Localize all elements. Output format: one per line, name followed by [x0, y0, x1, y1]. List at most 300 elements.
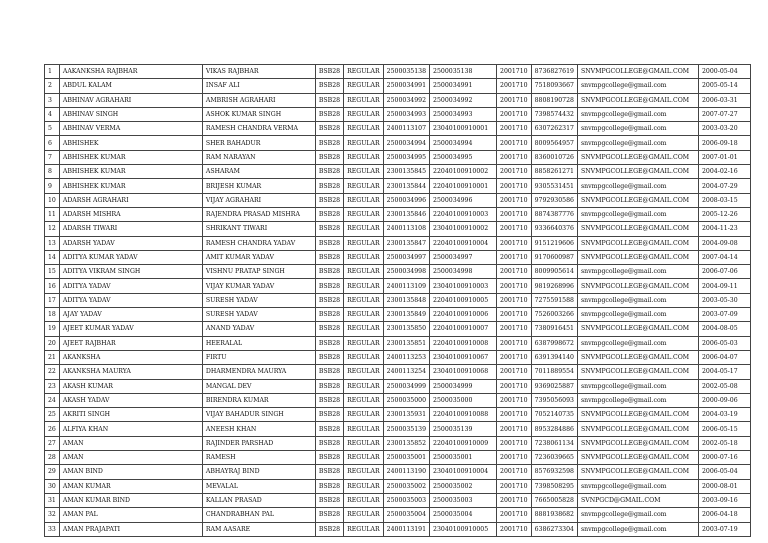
cell-roll-no: 2300135844: [383, 179, 429, 193]
table-row: [45, 308, 751, 322]
cell-sno: 22: [45, 365, 60, 379]
table-row: [45, 493, 751, 507]
cell-student-name: AMAN PAL: [59, 508, 202, 522]
cell-mobile: 8881938682: [531, 508, 577, 522]
cell-student-name: ADARSH AGRAHARI: [59, 193, 202, 207]
cell-category: REGULAR: [344, 165, 384, 179]
cell-roll-no: 2500034999: [383, 379, 429, 393]
cell-course: BSB28: [315, 79, 343, 93]
cell-roll-no: 2500034991: [383, 79, 429, 93]
cell-mobile: 7526003266: [531, 308, 577, 322]
table-row: [45, 451, 751, 465]
cell-category: REGULAR: [344, 365, 384, 379]
cell-course: BSB28: [315, 122, 343, 136]
cell-dob: 2004-05-17: [698, 365, 750, 379]
cell-student-name: AKANKSHA MAURYA: [59, 365, 202, 379]
cell-student-name: AMAN: [59, 436, 202, 450]
cell-category: REGULAR: [344, 308, 384, 322]
cell-dob: 2004-03-19: [698, 408, 750, 422]
cell-roll-no: 2500035138: [383, 65, 429, 79]
cell-father-name: INSAF ALI: [202, 79, 315, 93]
cell-college-code: 2001710: [497, 222, 532, 236]
cell-dob: 2002-05-08: [698, 379, 750, 393]
cell-email: snvmpgcollege@gmail.com: [577, 136, 698, 150]
cell-course: BSB28: [315, 308, 343, 322]
cell-father-name: SHRIKANT TIWARI: [202, 222, 315, 236]
cell-sno: 23: [45, 379, 60, 393]
cell-roll-no: 2500034995: [383, 150, 429, 164]
cell-student-name: ABHISHEK: [59, 136, 202, 150]
cell-enrollment-no: 2500034991: [430, 79, 497, 93]
cell-course: BSB28: [315, 451, 343, 465]
cell-email: SNVMPGCOLLEGE@GMAIL.COM: [577, 150, 698, 164]
cell-mobile: 9369025887: [531, 379, 577, 393]
cell-enrollment-no: 23040100910001: [430, 122, 497, 136]
table-row: [45, 393, 751, 407]
cell-dob: 2004-09-11: [698, 279, 750, 293]
cell-father-name: RAM NARAYAN: [202, 150, 315, 164]
cell-enrollment-no: 2500034993: [430, 107, 497, 121]
cell-category: REGULAR: [344, 293, 384, 307]
cell-email: snvmpgcollege@gmail.com: [577, 522, 698, 536]
cell-course: BSB28: [315, 436, 343, 450]
cell-roll-no: 2300135851: [383, 336, 429, 350]
cell-course: BSB28: [315, 322, 343, 336]
cell-mobile: 8009905614: [531, 265, 577, 279]
cell-mobile: 7236039665: [531, 451, 577, 465]
cell-mobile: 8009564957: [531, 136, 577, 150]
cell-father-name: KALLAN PRASAD: [202, 493, 315, 507]
cell-college-code: 2001710: [497, 522, 532, 536]
cell-student-name: AMAN KUMAR BIND: [59, 493, 202, 507]
cell-college-code: 2001710: [497, 93, 532, 107]
cell-roll-no: 2300135849: [383, 308, 429, 322]
cell-category: REGULAR: [344, 79, 384, 93]
cell-enrollment-no: 22040100910005: [430, 293, 497, 307]
cell-email: snvmpgcollege@gmail.com: [577, 308, 698, 322]
cell-enrollment-no: 22040100910003: [430, 207, 497, 221]
cell-college-code: 2001710: [497, 65, 532, 79]
cell-email: SNVMPGCOLLEGE@GMAIL.COM: [577, 193, 698, 207]
cell-roll-no: 2500035002: [383, 479, 429, 493]
cell-father-name: DHARMENDRA MAURYA: [202, 365, 315, 379]
cell-email: snvmpgcollege@gmail.com: [577, 179, 698, 193]
cell-father-name: SURESH YADAV: [202, 293, 315, 307]
cell-course: BSB28: [315, 493, 343, 507]
cell-dob: 2007-01-01: [698, 150, 750, 164]
cell-college-code: 2001710: [497, 165, 532, 179]
cell-roll-no: 2500034998: [383, 265, 429, 279]
cell-email: SNVMPGCOLLEGE@GMAIL.COM: [577, 250, 698, 264]
cell-student-name: AJEET KUMAR YADAV: [59, 322, 202, 336]
cell-email: SNVMPGCOLLEGE@GMAIL.COM: [577, 436, 698, 450]
cell-student-name: AKANKSHA: [59, 350, 202, 364]
cell-email: snvmpgcollege@gmail.com: [577, 379, 698, 393]
cell-roll-no: 2300135847: [383, 236, 429, 250]
cell-email: snvmpgcollege@gmail.com: [577, 122, 698, 136]
cell-sno: 1: [45, 65, 60, 79]
cell-father-name: RAMESH CHANDRA YADAV: [202, 236, 315, 250]
cell-father-name: ANEESH KHAN: [202, 422, 315, 436]
cell-course: BSB28: [315, 336, 343, 350]
cell-student-name: AKASH KUMAR: [59, 379, 202, 393]
cell-student-name: ADITYA YADAV: [59, 279, 202, 293]
cell-enrollment-no: 23040100910004: [430, 465, 497, 479]
cell-email: snvmpgcollege@gmail.com: [577, 508, 698, 522]
cell-enrollment-no: 2500035139: [430, 422, 497, 436]
cell-category: REGULAR: [344, 393, 384, 407]
cell-mobile: 7275591588: [531, 293, 577, 307]
cell-college-code: 2001710: [497, 79, 532, 93]
student-table: [44, 64, 751, 537]
cell-email: snvmpgcollege@gmail.com: [577, 107, 698, 121]
cell-enrollment-no: 23040100910003: [430, 279, 497, 293]
cell-father-name: AMIT KUMAR YADAV: [202, 250, 315, 264]
cell-dob: 2004-02-16: [698, 165, 750, 179]
cell-dob: 2004-07-29: [698, 179, 750, 193]
cell-enrollment-no: 2500034995: [430, 150, 497, 164]
cell-sno: 6: [45, 136, 60, 150]
table-row: [45, 293, 751, 307]
cell-student-name: AKRITI SINGH: [59, 408, 202, 422]
cell-enrollment-no: 2500034992: [430, 93, 497, 107]
cell-dob: 2006-04-07: [698, 350, 750, 364]
cell-father-name: RAMESH CHANDRA VERMA: [202, 122, 315, 136]
cell-mobile: 8874387776: [531, 207, 577, 221]
cell-college-code: 2001710: [497, 336, 532, 350]
cell-mobile: 8736827619: [531, 65, 577, 79]
table-row: [45, 279, 751, 293]
cell-mobile: 6387998672: [531, 336, 577, 350]
cell-mobile: 8953284886: [531, 422, 577, 436]
cell-college-code: 2001710: [497, 207, 532, 221]
cell-category: REGULAR: [344, 465, 384, 479]
cell-father-name: BIRENDRA KUMAR: [202, 393, 315, 407]
cell-enrollment-no: 23040100910005: [430, 522, 497, 536]
cell-roll-no: 2500034997: [383, 250, 429, 264]
cell-enrollment-no: 2500035138: [430, 65, 497, 79]
cell-college-code: 2001710: [497, 479, 532, 493]
cell-student-name: ABHISHEK KUMAR: [59, 150, 202, 164]
cell-mobile: 8808190728: [531, 93, 577, 107]
cell-sno: 19: [45, 322, 60, 336]
table-row: [45, 122, 751, 136]
cell-college-code: 2001710: [497, 322, 532, 336]
cell-enrollment-no: 22040100910006: [430, 308, 497, 322]
cell-college-code: 2001710: [497, 150, 532, 164]
cell-sno: 18: [45, 308, 60, 322]
cell-course: BSB28: [315, 479, 343, 493]
cell-sno: 5: [45, 122, 60, 136]
cell-mobile: 9170600987: [531, 250, 577, 264]
cell-dob: 2000-05-04: [698, 65, 750, 79]
cell-college-code: 2001710: [497, 365, 532, 379]
table-row: [45, 193, 751, 207]
cell-mobile: 8858261271: [531, 165, 577, 179]
cell-enrollment-no: 22040100910008: [430, 336, 497, 350]
cell-category: REGULAR: [344, 350, 384, 364]
cell-course: BSB28: [315, 165, 343, 179]
cell-student-name: ABHINAV AGRAHARI: [59, 93, 202, 107]
cell-enrollment-no: 23040100910068: [430, 365, 497, 379]
cell-dob: 2005-05-14: [698, 79, 750, 93]
cell-roll-no: 2500035004: [383, 508, 429, 522]
cell-email: snvmpgcollege@gmail.com: [577, 265, 698, 279]
cell-category: REGULAR: [344, 451, 384, 465]
cell-enrollment-no: 23040100910002: [430, 222, 497, 236]
cell-sno: 27: [45, 436, 60, 450]
cell-father-name: MEVALAL: [202, 479, 315, 493]
cell-dob: 2006-03-31: [698, 93, 750, 107]
cell-sno: 20: [45, 336, 60, 350]
cell-email: SNVMPGCOLLEGE@GMAIL.COM: [577, 279, 698, 293]
cell-father-name: RAM AASARE: [202, 522, 315, 536]
cell-college-code: 2001710: [497, 122, 532, 136]
cell-student-name: AAKANKSHA RAJBHAR: [59, 65, 202, 79]
table-row: [45, 350, 751, 364]
table-row: [45, 79, 751, 93]
cell-course: BSB28: [315, 65, 343, 79]
cell-college-code: 2001710: [497, 422, 532, 436]
cell-course: BSB28: [315, 465, 343, 479]
cell-category: REGULAR: [344, 265, 384, 279]
cell-course: BSB28: [315, 350, 343, 364]
cell-college-code: 2001710: [497, 379, 532, 393]
cell-course: BSB28: [315, 522, 343, 536]
cell-email: SNVMPGCOLLEGE@GMAIL.COM: [577, 93, 698, 107]
cell-roll-no: 2300135845: [383, 165, 429, 179]
cell-mobile: 7238061134: [531, 436, 577, 450]
cell-email: SVNPGCD@GMAIL.COM: [577, 493, 698, 507]
cell-father-name: MANGAL DEV: [202, 379, 315, 393]
table-row: [45, 379, 751, 393]
cell-sno: 11: [45, 207, 60, 221]
cell-college-code: 2001710: [497, 265, 532, 279]
cell-mobile: 6307262317: [531, 122, 577, 136]
cell-course: BSB28: [315, 393, 343, 407]
cell-roll-no: 2500035139: [383, 422, 429, 436]
cell-college-code: 2001710: [497, 465, 532, 479]
cell-email: SNVMPGCOLLEGE@GMAIL.COM: [577, 350, 698, 364]
cell-roll-no: 2400113109: [383, 279, 429, 293]
cell-dob: 2003-05-30: [698, 293, 750, 307]
cell-sno: 9: [45, 179, 60, 193]
cell-dob: 2003-03-20: [698, 122, 750, 136]
cell-enrollment-no: 2500034994: [430, 136, 497, 150]
cell-sno: 7: [45, 150, 60, 164]
cell-sno: 33: [45, 522, 60, 536]
cell-sno: 25: [45, 408, 60, 422]
cell-roll-no: 2500034993: [383, 107, 429, 121]
table-row: [45, 165, 751, 179]
cell-father-name: VIJAY KUMAR YADAV: [202, 279, 315, 293]
cell-student-name: AMAN BIND: [59, 465, 202, 479]
cell-mobile: 6386273304: [531, 522, 577, 536]
cell-student-name: ADITYA VIKRAM SINGH: [59, 265, 202, 279]
table-row: [45, 65, 751, 79]
table-row: [45, 150, 751, 164]
cell-roll-no: 2300135846: [383, 207, 429, 221]
cell-enrollment-no: 22040100910009: [430, 436, 497, 450]
cell-mobile: 8576932598: [531, 465, 577, 479]
cell-course: BSB28: [315, 365, 343, 379]
cell-roll-no: 2500035000: [383, 393, 429, 407]
cell-category: REGULAR: [344, 422, 384, 436]
cell-mobile: 9792930586: [531, 193, 577, 207]
cell-dob: 2004-09-08: [698, 236, 750, 250]
cell-father-name: RAJINDER PARSHAD: [202, 436, 315, 450]
cell-college-code: 2001710: [497, 236, 532, 250]
cell-sno: 30: [45, 479, 60, 493]
cell-category: REGULAR: [344, 250, 384, 264]
cell-dob: 2008-03-15: [698, 193, 750, 207]
cell-category: REGULAR: [344, 107, 384, 121]
cell-category: REGULAR: [344, 379, 384, 393]
cell-category: REGULAR: [344, 207, 384, 221]
cell-enrollment-no: 2500035001: [430, 451, 497, 465]
student-list-sheet: [44, 64, 751, 537]
cell-father-name: AMBRISH AGRAHARI: [202, 93, 315, 107]
cell-dob: 2000-08-01: [698, 479, 750, 493]
cell-student-name: AKASH YADAV: [59, 393, 202, 407]
cell-course: BSB28: [315, 93, 343, 107]
table-row: [45, 522, 751, 536]
cell-email: SNVMPGCOLLEGE@GMAIL.COM: [577, 451, 698, 465]
cell-sno: 4: [45, 107, 60, 121]
cell-course: BSB28: [315, 222, 343, 236]
cell-roll-no: 2400113107: [383, 122, 429, 136]
cell-enrollment-no: 22040100910007: [430, 322, 497, 336]
cell-dob: 2002-05-18: [698, 436, 750, 450]
cell-mobile: 9819268996: [531, 279, 577, 293]
cell-roll-no: 2400113191: [383, 522, 429, 536]
table-row: [45, 236, 751, 250]
cell-email: snvmpgcollege@gmail.com: [577, 79, 698, 93]
cell-enrollment-no: 22040100910002: [430, 165, 497, 179]
cell-email: SNVMPGCOLLEGE@GMAIL.COM: [577, 365, 698, 379]
cell-category: REGULAR: [344, 436, 384, 450]
cell-course: BSB28: [315, 422, 343, 436]
cell-category: REGULAR: [344, 336, 384, 350]
cell-roll-no: 2500035003: [383, 493, 429, 507]
cell-father-name: VIJAY BAHADUR SINGH: [202, 408, 315, 422]
cell-dob: 2005-12-26: [698, 207, 750, 221]
cell-course: BSB28: [315, 136, 343, 150]
cell-category: REGULAR: [344, 236, 384, 250]
table-row: [45, 436, 751, 450]
cell-college-code: 2001710: [497, 436, 532, 450]
cell-category: REGULAR: [344, 322, 384, 336]
cell-mobile: 7011889554: [531, 365, 577, 379]
cell-dob: 2003-09-16: [698, 493, 750, 507]
cell-mobile: 9305531451: [531, 179, 577, 193]
cell-student-name: AMAN PRAJAPATI: [59, 522, 202, 536]
cell-mobile: 7398574432: [531, 107, 577, 121]
cell-roll-no: 2400113108: [383, 222, 429, 236]
cell-father-name: RAJENDRA PRASAD MISHRA: [202, 207, 315, 221]
cell-student-name: AMAN KUMAR: [59, 479, 202, 493]
cell-roll-no: 2400113253: [383, 350, 429, 364]
table-row: [45, 465, 751, 479]
cell-roll-no: 2400113190: [383, 465, 429, 479]
cell-sno: 21: [45, 350, 60, 364]
table-row: [45, 508, 751, 522]
cell-father-name: SHER BAHADUR: [202, 136, 315, 150]
cell-sno: 3: [45, 93, 60, 107]
cell-category: REGULAR: [344, 508, 384, 522]
cell-student-name: AMAN: [59, 451, 202, 465]
cell-sno: 13: [45, 236, 60, 250]
table-row: [45, 136, 751, 150]
cell-student-name: AJEET RAJBHAR: [59, 336, 202, 350]
cell-sno: 24: [45, 393, 60, 407]
cell-dob: 2003-07-19: [698, 522, 750, 536]
cell-sno: 8: [45, 165, 60, 179]
table-row: [45, 107, 751, 121]
table-row: [45, 322, 751, 336]
cell-student-name: ADARSH YADAV: [59, 236, 202, 250]
cell-mobile: 7665005828: [531, 493, 577, 507]
table-row: [45, 93, 751, 107]
cell-enrollment-no: 2500035002: [430, 479, 497, 493]
table-row: [45, 265, 751, 279]
cell-email: SNVMPGCOLLEGE@GMAIL.COM: [577, 422, 698, 436]
cell-course: BSB28: [315, 279, 343, 293]
cell-dob: 2000-07-16: [698, 451, 750, 465]
cell-father-name: ABHAYRAJ BIND: [202, 465, 315, 479]
cell-dob: 2000-09-06: [698, 393, 750, 407]
cell-college-code: 2001710: [497, 308, 532, 322]
cell-course: BSB28: [315, 250, 343, 264]
cell-category: REGULAR: [344, 222, 384, 236]
cell-dob: 2004-08-05: [698, 322, 750, 336]
cell-mobile: 7395056093: [531, 393, 577, 407]
cell-roll-no: 2300135850: [383, 322, 429, 336]
cell-student-name: ABDUL KALAM: [59, 79, 202, 93]
cell-sno: 32: [45, 508, 60, 522]
cell-course: BSB28: [315, 379, 343, 393]
cell-father-name: VISHNU PRATAP SINGH: [202, 265, 315, 279]
cell-roll-no: 2500035001: [383, 451, 429, 465]
cell-mobile: 7398508295: [531, 479, 577, 493]
cell-category: REGULAR: [344, 136, 384, 150]
table-row: [45, 336, 751, 350]
cell-course: BSB28: [315, 265, 343, 279]
cell-dob: 2006-04-18: [698, 508, 750, 522]
cell-enrollment-no: 2500035003: [430, 493, 497, 507]
cell-sno: 10: [45, 193, 60, 207]
cell-college-code: 2001710: [497, 136, 532, 150]
cell-enrollment-no: 2500035000: [430, 393, 497, 407]
cell-category: REGULAR: [344, 179, 384, 193]
table-row: [45, 422, 751, 436]
cell-mobile: 9336640376: [531, 222, 577, 236]
cell-college-code: 2001710: [497, 279, 532, 293]
cell-sno: 26: [45, 422, 60, 436]
cell-category: REGULAR: [344, 408, 384, 422]
cell-enrollment-no: 2500034998: [430, 265, 497, 279]
cell-enrollment-no: 22040100910088: [430, 408, 497, 422]
cell-enrollment-no: 2500034996: [430, 193, 497, 207]
cell-category: REGULAR: [344, 493, 384, 507]
cell-mobile: 7518093667: [531, 79, 577, 93]
cell-category: REGULAR: [344, 193, 384, 207]
table-row: [45, 222, 751, 236]
cell-course: BSB28: [315, 293, 343, 307]
cell-dob: 2006-09-18: [698, 136, 750, 150]
cell-student-name: ABHINAV SINGH: [59, 107, 202, 121]
cell-category: REGULAR: [344, 93, 384, 107]
